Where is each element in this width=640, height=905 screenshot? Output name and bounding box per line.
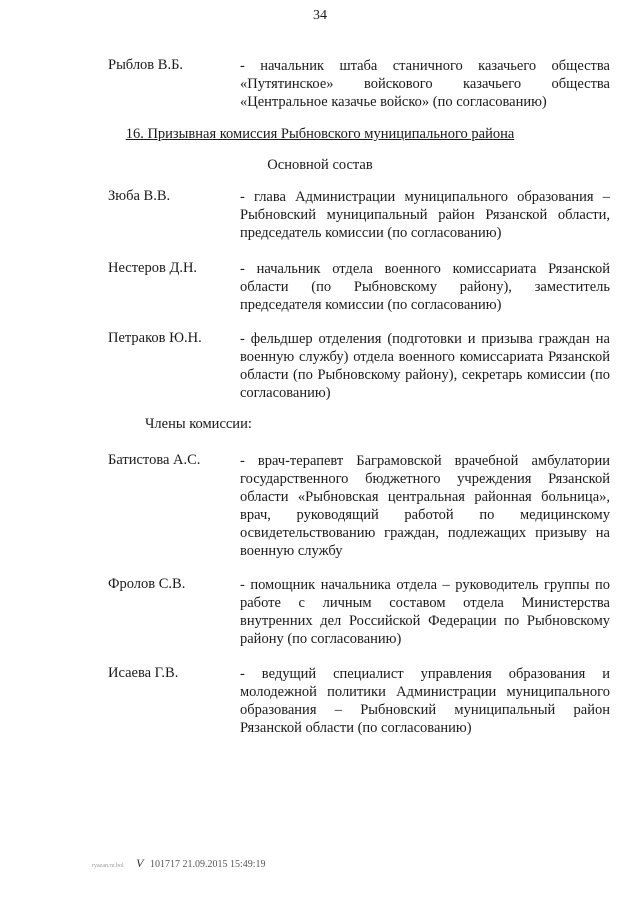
person-name: Зюба В.В.	[108, 188, 171, 204]
section-subheading: Основной состав	[267, 157, 373, 173]
members-heading: Члены комиссии:	[145, 416, 252, 432]
person-name: Исаева Г.В.	[108, 665, 179, 681]
person-name: Рыблов В.Б.	[108, 57, 184, 73]
document-footer	[92, 856, 266, 871]
footer-stamp: 101717 21.09.2015 15:49:19	[150, 859, 266, 870]
footer-mark: V	[136, 856, 144, 870]
person-name: Нестеров Д.Н.	[108, 260, 198, 276]
person-name: Фролов С.В.	[108, 576, 186, 592]
person-role: - фельдшер отделения (подготовки и призыва граждан на военную службу) отдела военного комиссариата Рязанской области (по Рыбновскому району), секретарь комиссии (по согласованию)	[240, 331, 610, 401]
section-title: 16. Призывная комиссия Рыбновского муниципального района	[125, 126, 515, 142]
person-role: - начальник штаба станичного казачьего общества «Путятинское» войскового казачьего общества «Центральное казачье войско» (по согласованию)	[240, 58, 610, 110]
person-name: Петраков Ю.Н.	[108, 330, 202, 346]
person-role: - помощник начальника отдела – руководитель группы по работе с личным составом отдела Министерства внутренних дел Российской Федерации по Рыбновскому району (по согласованию)	[240, 577, 610, 647]
person-role: - ведущий специалист управления образования и молодежной политики Администрации муниципального образования – Рыбновский муниципальный район Рязанской области (по согласованию)	[240, 666, 610, 736]
person-role: - глава Администрации муниципального образования – Рыбновский муниципальный район Рязанской области, председатель комиссии (по согласованию)	[240, 189, 610, 241]
footer-small-text: ryazan.ru.bol	[92, 863, 124, 869]
person-role: - начальник отдела военного комиссариата Рязанской области (по Рыбновскому району), заместитель председателя комиссии (по согласованию)	[240, 261, 610, 313]
page-number: 34	[313, 8, 327, 23]
person-role: - врач-терапевт Баграмовской врачебной амбулатории государственного бюджетного учреждения Рязанской области «Рыбновская центральная районная больница», врач, руководящий работой по медицинскому освидетельствованию граждан, подлежащих призыву на военную службу	[240, 453, 610, 559]
person-name: Батистова А.С.	[108, 452, 201, 468]
